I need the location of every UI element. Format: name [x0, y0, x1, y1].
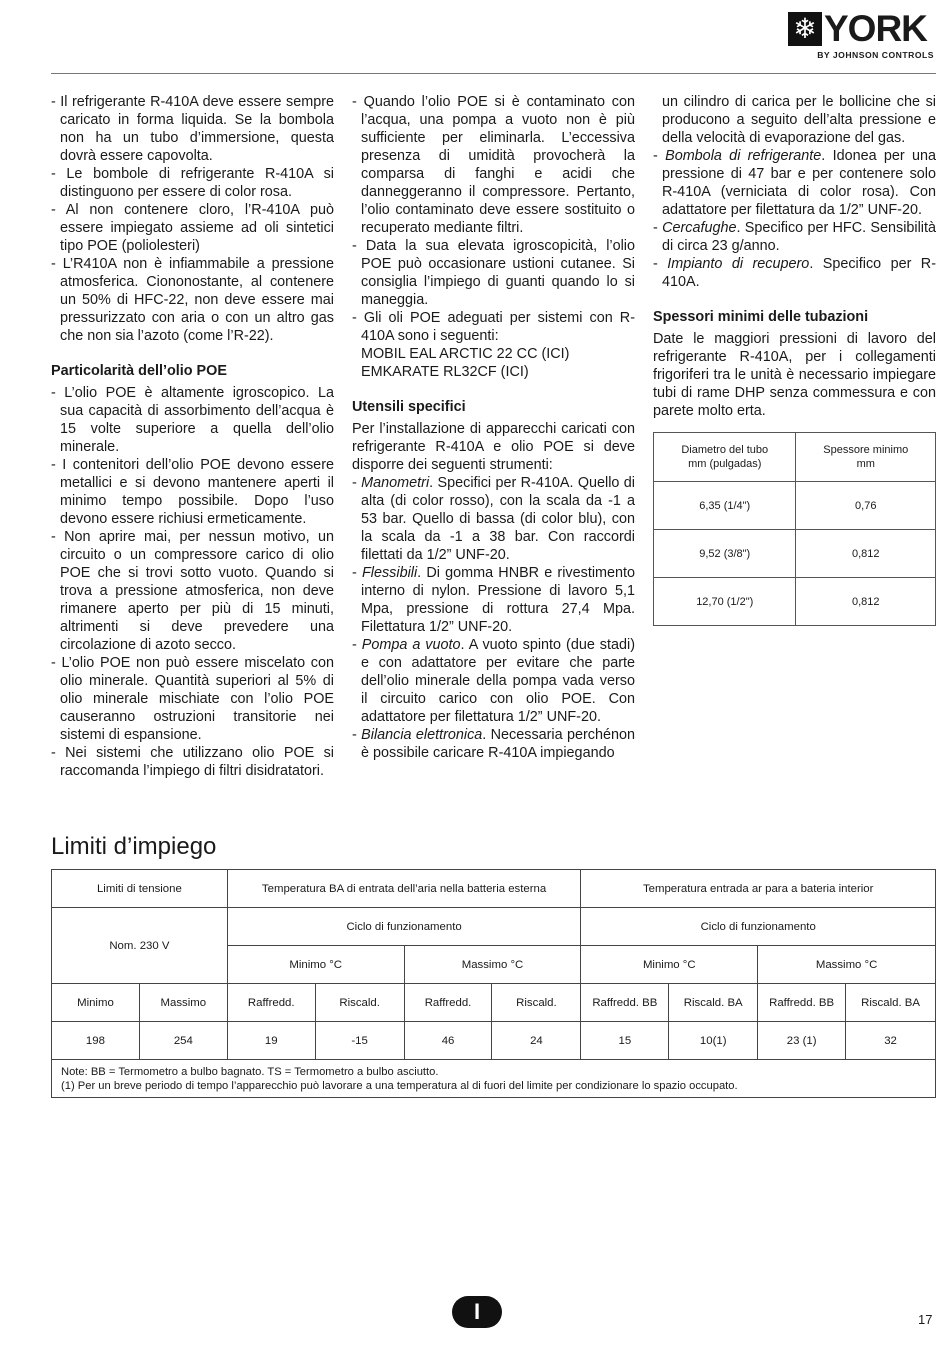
- limits-table: [51, 869, 936, 1098]
- table-row: [654, 482, 936, 530]
- brand-subtitle: BY JOHNSON CONTROLS: [817, 50, 934, 60]
- list-item: - Non aprire mai, per nessun motivo, un circuito o un compressore carico di olio POE che si trovi sotto vuoto. Quando si trova a pressione atmosferica, non deve rimanere aperto per più di 15 minuti, altrimenti si deve prevedere una circolazione di azoto secco.: [51, 529, 334, 653]
- tool-item: - Bilancia elettronica. Necessaria perchénon è possibile caricare R-410A impiegando: [352, 727, 635, 761]
- table-row: [654, 578, 936, 626]
- tool-item: - Impianto di recupero. Specifico per R-410A.: [653, 256, 936, 290]
- list-item: - Le bombole di refrigerante R-410A si distinguono per essere di color rosa.: [51, 166, 334, 200]
- list-item: - Quando l’olio POE si è contaminato con l’acqua, una pompa a vuoto non è più sufficiente per eliminarla. L’eccessiva presenza di umidità provocherà la comparsa di fanghi e acidi che danneggeranno il compressore. Pertanto, l’olio contaminato deve essere sostituito o recuperato mediante filtri.: [352, 94, 635, 236]
- voltage-header: Limiti di tensione: [52, 870, 228, 908]
- continued-text: un cilindro di carica per le bollicine che si producono a seguito dell’alta pressione e della velocità di evaporazione del gas.: [662, 94, 936, 146]
- snowflake-icon: ❄: [788, 12, 822, 46]
- table-row: [52, 908, 936, 946]
- table-cell: 46: [404, 1022, 492, 1060]
- column-label: Riscald.: [315, 984, 404, 1022]
- tool-description: A vuoto spinto (due stadi) e con adattatore per evitare che parte dell’olio minerale della pompa vada verso il circuito carico con olio POE. Con adattatore per filettatura 1/2” UNF-20.: [361, 637, 635, 725]
- column-label: Raffredd.: [227, 984, 315, 1022]
- tool-description: Specifico per HFC. Sensibilità di circa 23 g/anno.: [662, 220, 936, 254]
- indoor-temp-header: Temperatura entrada ar para a bateria interior: [581, 870, 936, 908]
- column-3: [653, 93, 936, 626]
- table-cell: 198: [52, 1022, 140, 1060]
- note-line: (1) Per un breve periodo di tempo l’apparecchio può lavorare a una temperatura al di fuori del limite per condizionare lo spazio occupato.: [61, 1080, 738, 1092]
- tool-name: Bilancia elettronica: [361, 727, 483, 743]
- table-cell: 0,812: [796, 578, 936, 626]
- table-cell: 254: [139, 1022, 227, 1060]
- tool-item: - Bombola di refrigerante. Idonea per una pressione di 47 bar e per contenere solo R-410A (verniciata di color rosa). Con adattatore per filettatura da 1/2” UNF-20.: [653, 148, 936, 218]
- column-label: Riscald.: [492, 984, 581, 1022]
- nominal-voltage: Nom. 230 V: [52, 908, 228, 984]
- table-cell: 12,70 (1/2"): [654, 578, 796, 626]
- table-cell: 15: [581, 1022, 669, 1060]
- table-cell: 23 (1): [758, 1022, 846, 1060]
- language-tab: I: [452, 1296, 502, 1328]
- table-header-diameter: Diametro del tubo mm (pulgadas): [654, 433, 796, 482]
- tool-item: - Manometri. Specifici per R-410A. Quello di alta (di color rosso), con la scala da -1 a 53 bar. Quello di bassa (di color blu), con la scala da -1 a 38 bar. Con raccordi filettati da 1/2” UNF-20.: [352, 475, 635, 563]
- list-item: - Al non contenere cloro, l’R-410A può essere impiegato assieme ad oli sintetici tipo POE (poliolesteri): [51, 202, 334, 254]
- column-label: Raffredd. BB: [758, 984, 846, 1022]
- table-cell: 24: [492, 1022, 581, 1060]
- column-label: Riscald. BA: [669, 984, 758, 1022]
- table-cell: 0,812: [796, 530, 936, 578]
- tool-name: Bombola di refrigerante: [665, 148, 822, 164]
- section-heading: Utensili specifici: [352, 399, 466, 415]
- column-2: [352, 93, 635, 762]
- table-note-row: [52, 1060, 936, 1098]
- header-divider: [51, 73, 936, 74]
- table-note: [52, 1060, 936, 1098]
- list-item: - L’olio POE non può essere miscelato con olio minerale. Quantità superiori al 5% di olio minerale mischiate con l’olio POE causeranno ostruzioni transitorie nei sistemi di espansione.: [51, 655, 334, 743]
- min-header: Minimo °C: [227, 946, 404, 984]
- tool-description: Necessaria perchénon è possibile caricare R-410A impiegando: [361, 727, 635, 761]
- list-item: - I contenitori dell’olio POE devono essere metallici e si devono mantenere aperti il minimo tempo possibile. Dopo l’uso devono essere richiusi ermeticamente.: [51, 457, 334, 527]
- list-item: - Il refrigerante R-410A deve essere sempre caricato in forma liquida. Se la bombola non ha un tubo d’immersione, questa dovrà essere capovolta.: [51, 94, 334, 164]
- list-item: - Nei sistemi che utilizzano olio POE si raccomanda l’impiego di filtri disidratatori.: [51, 745, 334, 779]
- column-label: Raffredd. BB: [581, 984, 669, 1022]
- section-heading: Spessori minimi delle tubazioni: [653, 309, 869, 325]
- table-cell: 32: [846, 1022, 936, 1060]
- tool-name: Pompa a vuoto: [361, 637, 461, 653]
- table-row: [52, 984, 936, 1022]
- column-label: Riscald. BA: [846, 984, 936, 1022]
- table-row: [654, 530, 936, 578]
- section-heading: Particolarità dell’olio POE: [51, 363, 227, 379]
- oil-name: EMKARATE RL32CF (ICI): [361, 364, 529, 380]
- table-header-thickness: Spessore minimo mm: [796, 433, 936, 482]
- tool-description: Specifici per R-410A. Quello di alta (di color rosso), con la scala da -1 a 53 bar. Quello di bassa (di color blu), con la scala da -1 a 38 bar. Con raccordi filettati da 1/2” UNF-20.: [361, 475, 635, 563]
- list-item: - L’R410A non è infiammabile a pressione atmosferica. Ciononostante, al contenere un 50% di HFC-22, non deve essere mai pressurizzato con aria o con un altro gas che non sia l’azoto (come l’R-22).: [51, 256, 334, 344]
- york-logo: [788, 8, 936, 64]
- pipe-thickness-table: [653, 432, 936, 626]
- table-cell: 0,76: [796, 482, 936, 530]
- oil-name: MOBIL EAL ARCTIC 22 CC (ICI): [361, 346, 570, 362]
- tool-description: Specifico per R-410A.: [662, 256, 936, 290]
- cycle-header: Ciclo di funzionamento: [581, 908, 936, 946]
- tool-item: - Flessibili. Di gomma HNBR e rivestimento interno di nylon. Pressione di lavoro 5,1 Mpa, pressione di rottura 27,4 Mpa. Filettatura 1/2” UNF-20.: [352, 565, 636, 635]
- list-item: - L’olio POE è altamente igroscopico. La sua capacità di assorbimento dell’acqua è 15 volte superiore a quella dell’olio minerale.: [51, 385, 334, 455]
- max-header: Massimo °C: [404, 946, 581, 984]
- cycle-header: Ciclo di funzionamento: [227, 908, 581, 946]
- table-cell: -15: [315, 1022, 404, 1060]
- tool-name: Cercafughe: [662, 220, 737, 236]
- tool-item: - Cercafughe. Specifico per HFC. Sensibilità di circa 23 g/anno.: [653, 220, 936, 254]
- tool-item: - Pompa a vuoto. A vuoto spinto (due stadi) e con adattatore per evitare che parte dell’olio minerale della pompa vada verso il circuito carico con olio POE. Con adattatore per filettatura 1/2” UNF-20.: [352, 637, 635, 725]
- list-item: - Gli oli POE adeguati per sistemi con R-410A sono i seguenti:: [352, 310, 635, 344]
- min-header: Minimo °C: [581, 946, 758, 984]
- page-number: 17: [918, 1312, 933, 1327]
- table-row: [52, 1022, 936, 1060]
- tool-name: Impianto di recupero: [667, 256, 810, 272]
- tool-name: Manometri: [361, 475, 430, 491]
- tool-name: Flessibili: [361, 565, 418, 581]
- table-cell: 6,35 (1/4"): [654, 482, 796, 530]
- max-header: Massimo °C: [758, 946, 936, 984]
- table-cell: 9,52 (3/8"): [654, 530, 796, 578]
- note-line: Note: BB = Termometro a bulbo bagnato. TS = Termometro a bulbo asciutto.: [61, 1066, 439, 1078]
- table-cell: 10(1): [669, 1022, 758, 1060]
- table-cell: 19: [227, 1022, 315, 1060]
- tool-description: Idonea per una pressione di 47 bar e per contenere solo R-410A (verniciata di color rosa). Con adattatore per filettatura da 1/2” UNF-20.: [662, 148, 936, 218]
- section-title: Limiti d’impiego: [51, 833, 217, 860]
- table-row: [52, 870, 936, 908]
- column-label: Raffredd.: [404, 984, 492, 1022]
- column-label: Minimo: [52, 984, 140, 1022]
- pipe-paragraph: Date le maggiori pressioni di lavoro del refrigerante R-410A, per i collegamenti frigoriferi tra le unità è necessario impiegare tubi di rame DHP senza commessura e con parete molto erta.: [653, 331, 936, 419]
- table-header-row: [654, 433, 936, 482]
- outdoor-temp-header: Temperatura BA di entrata dell’aria nella batteria esterna: [227, 870, 581, 908]
- intro-paragraph: Per l’installazione di apparecchi caricati con refrigerante R-410A e olio POE si deve disporre dei seguenti strumenti:: [352, 421, 635, 473]
- column-1: [51, 93, 334, 780]
- column-label: Massimo: [139, 984, 227, 1022]
- tool-description: Di gomma HNBR e rivestimento interno di nylon. Pressione di lavoro 5,1 Mpa, pressione di rottura 27,4 Mpa. Filettatura 1/2” UNF-20.: [361, 565, 636, 635]
- brand-name: YORK: [824, 8, 927, 49]
- list-item: - Data la sua elevata igroscopicità, l’olio POE può occasionare ustioni cutanee. Si consiglia l’impiego di guanti quando lo si maneggia.: [352, 238, 635, 308]
